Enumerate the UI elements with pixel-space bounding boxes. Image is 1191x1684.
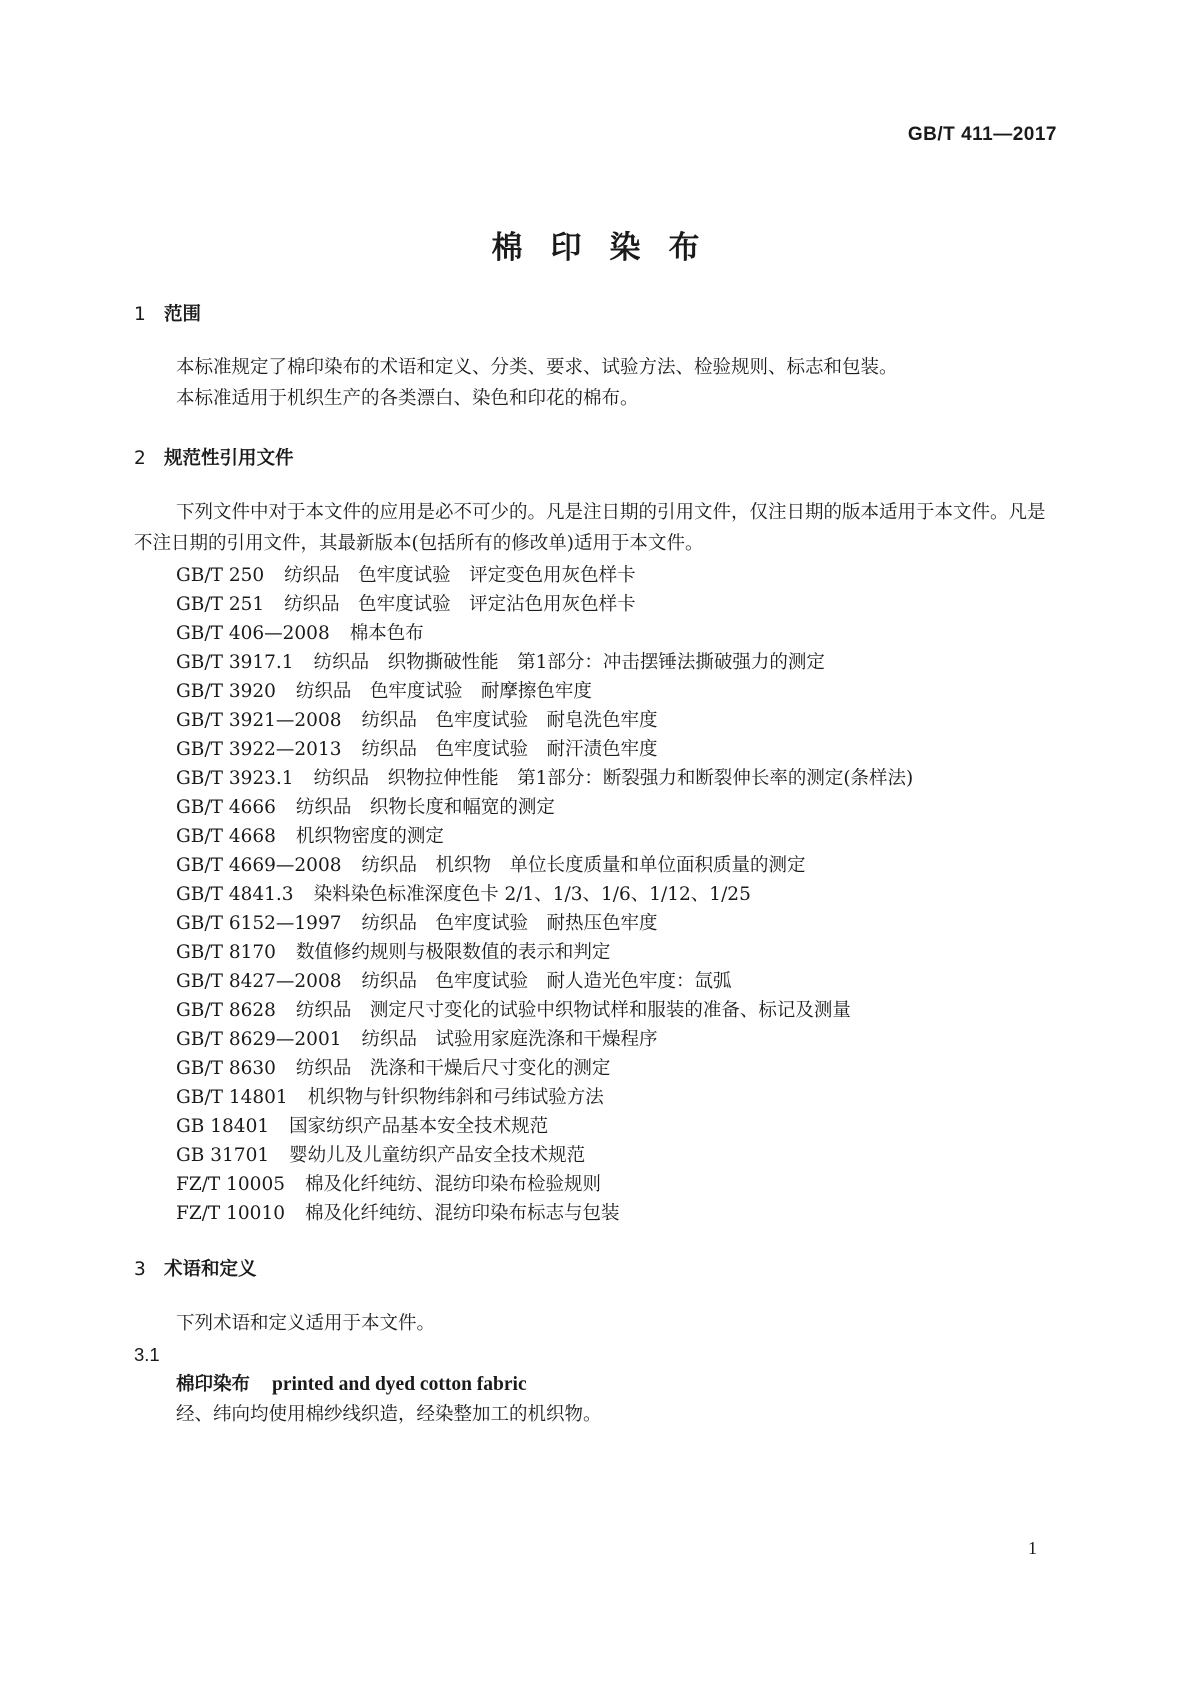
- reference-code: GB/T 6152—1997: [176, 913, 342, 934]
- reference-title: 棉及化纤纯纺、混纺印染布检验规则: [305, 1174, 602, 1195]
- term-definition: 经、纬向均使用棉纱线织造，经染整加工的机织物。: [176, 1404, 602, 1425]
- reference-item: [176, 822, 444, 848]
- section-2-intro: 下列文件中对于本文件的应用是必不可少的。凡是注日期的引用文件，仅注日期的版本适用于本文件。凡是不注日期的引用文件，其最新版本(包括所有的修改单)适用于本文件。: [134, 502, 1046, 554]
- reference-title: 婴幼儿及儿童纺织产品安全技术规范: [289, 1145, 586, 1166]
- reference-item: [176, 851, 806, 877]
- section-3-heading: [134, 1255, 257, 1281]
- standard-code: GB/T 411—2017: [907, 124, 1057, 145]
- reference-title: 纺织品 色牢度试验 评定变色用灰色样卡: [284, 565, 636, 586]
- reference-title: 纺织品 织物长度和幅宽的测定: [295, 797, 555, 818]
- section-1-heading: [134, 300, 201, 326]
- reference-code: GB/T 3917.1: [176, 652, 294, 673]
- reference-code: FZ/T 10010: [176, 1203, 285, 1224]
- reference-item: [176, 764, 913, 790]
- reference-item: [176, 967, 732, 993]
- reference-code: GB 18401: [176, 1116, 270, 1137]
- section-1-paragraph-1: 本标准规定了棉印染布的术语和定义、分类、要求、试验方法、检验规则、标志和包装。: [176, 357, 898, 378]
- reference-title: 纺织品 色牢度试验 耐汗渍色牢度: [361, 739, 658, 760]
- reference-title: 纺织品 织物撕破性能 第1部分：冲击摆锤法撕破强力的测定: [313, 652, 825, 673]
- section-title: 规范性引用文件: [164, 448, 294, 469]
- reference-title: 机织物密度的测定: [295, 826, 444, 847]
- reference-item: [176, 1083, 604, 1109]
- reference-title: 纺织品 织物拉伸性能 第1部分：断裂强力和断裂伸长率的测定(条样法): [313, 768, 914, 789]
- section-3-intro: 下列术语和定义适用于本文件。: [176, 1313, 436, 1334]
- reference-title: 纺织品 试验用家庭洗涤和干燥程序: [361, 1029, 658, 1050]
- reference-code: FZ/T 10005: [176, 1174, 285, 1195]
- reference-item: [176, 561, 636, 587]
- reference-item: [176, 1141, 585, 1167]
- reference-title: 纺织品 测定尺寸变化的试验中织物试样和服装的准备、标记及测量: [295, 1000, 851, 1021]
- section-number: 3: [134, 1259, 146, 1280]
- reference-item: [176, 590, 636, 616]
- section-2-heading: [134, 444, 294, 470]
- reference-code: GB/T 8630: [176, 1058, 276, 1079]
- page-number: 1: [1028, 1538, 1037, 1558]
- reference-item: [176, 1025, 658, 1051]
- reference-title: 棉本色布: [349, 623, 424, 644]
- reference-item: [176, 1199, 620, 1225]
- section-number: 1: [134, 304, 146, 325]
- reference-item: [176, 909, 658, 935]
- reference-code: GB/T 3923.1: [176, 768, 294, 789]
- section-1-paragraph-2: 本标准适用于机织生产的各类漂白、染色和印花的棉布。: [176, 388, 639, 409]
- reference-title: 国家纺织产品基本安全技术规范: [289, 1116, 549, 1137]
- reference-code: GB/T 250: [176, 565, 265, 586]
- reference-title: 纺织品 色牢度试验 耐人造光色牢度：氙弧: [361, 971, 732, 992]
- reference-title: 纺织品 色牢度试验 评定沾色用灰色样卡: [284, 594, 636, 615]
- reference-item: [176, 677, 592, 703]
- reference-code: GB 31701: [176, 1145, 270, 1166]
- reference-item: [176, 996, 851, 1022]
- reference-item: [176, 1054, 610, 1080]
- reference-code: GB/T 8170: [176, 942, 276, 963]
- reference-title: 数值修约规则与极限数值的表示和判定: [295, 942, 611, 963]
- section-title: 范围: [164, 304, 202, 325]
- reference-code: GB/T 3921—2008: [176, 710, 342, 731]
- reference-title: 纺织品 色牢度试验 耐皂洗色牢度: [361, 710, 658, 731]
- reference-item: [176, 619, 424, 645]
- reference-code: GB/T 3922—2013: [176, 739, 342, 760]
- reference-title: 纺织品 色牢度试验 耐摩擦色牢度: [295, 681, 592, 702]
- section-title: 术语和定义: [164, 1259, 257, 1280]
- term-number: 3.1: [134, 1344, 160, 1365]
- reference-code: GB/T 4669—2008: [176, 855, 342, 876]
- reference-title: 纺织品 洗涤和干燥后尺寸变化的测定: [295, 1058, 611, 1079]
- reference-item: [176, 706, 658, 732]
- reference-code: GB/T 8427—2008: [176, 971, 342, 992]
- reference-code: GB/T 8628: [176, 1000, 276, 1021]
- term-english: printed and dyed cotton fabric: [272, 1374, 527, 1395]
- reference-item: [176, 1170, 601, 1196]
- reference-title: 棉及化纤纯纺、混纺印染布标志与包装: [305, 1203, 620, 1224]
- reference-title: 纺织品 机织物 单位长度质量和单位面积质量的测定: [361, 855, 806, 876]
- section-number: 2: [134, 448, 146, 469]
- reference-code: GB/T 3920: [176, 681, 276, 702]
- reference-code: GB/T 4666: [176, 797, 276, 818]
- reference-code: GB/T 14801: [176, 1087, 288, 1108]
- reference-code: GB/T 406—2008: [176, 623, 330, 644]
- reference-code: GB/T 8629—2001: [176, 1029, 342, 1050]
- term-heading: [176, 1370, 527, 1396]
- reference-code: GB/T 4668: [176, 826, 276, 847]
- reference-item: [176, 648, 825, 674]
- reference-code: GB/T 251: [176, 594, 265, 615]
- reference-title: 染料染色标准深度色卡 2/1、1/3、1/6、1/12、1/25: [313, 884, 751, 905]
- term-chinese: 棉印染布: [176, 1374, 251, 1395]
- reference-item: [176, 793, 555, 819]
- document-title: 棉印染布: [491, 230, 728, 266]
- reference-item: [176, 735, 658, 761]
- reference-title: 纺织品 色牢度试验 耐热压色牢度: [361, 913, 658, 934]
- reference-item: [176, 880, 751, 906]
- reference-item: [176, 938, 610, 964]
- reference-title: 机织物与针织物纬斜和弓纬试验方法: [307, 1087, 604, 1108]
- reference-code: GB/T 4841.3: [176, 884, 294, 905]
- reference-item: [176, 1112, 548, 1138]
